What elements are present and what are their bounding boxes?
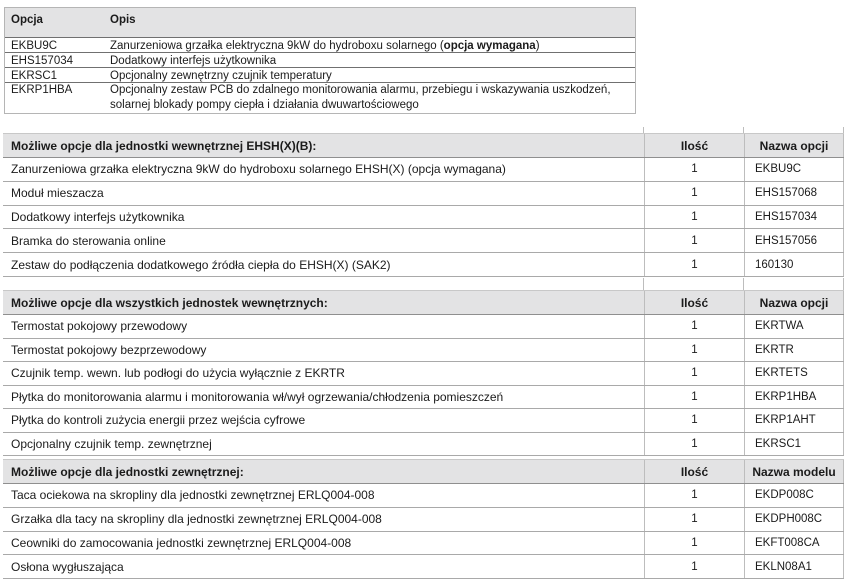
table-header-row: [3, 133, 844, 158]
option-description: Termostat pokojowy bezprzewodowy: [11, 342, 207, 357]
table-row: [3, 409, 844, 433]
option-description: Dodatkowy interfejs użytkownika: [11, 209, 185, 224]
qty-cell: 1: [644, 182, 744, 205]
name-cell: EKDPH008C: [744, 508, 844, 531]
column-divider-stub: [743, 278, 744, 290]
legend-header-opcja: Opcja: [11, 14, 43, 26]
name-cell: EKFT008CA: [744, 532, 844, 555]
name-header: Nazwa opcji: [744, 291, 844, 314]
options-table-indoor-ehsh: [3, 133, 844, 277]
name-cell: EKRP1AHT: [744, 409, 844, 432]
table-row: [3, 339, 844, 363]
qty-header: Ilość: [644, 460, 744, 483]
name-cell: EKRP1HBA: [744, 386, 844, 409]
qty-cell: 1: [644, 339, 744, 362]
qty-cell: 1: [644, 484, 744, 507]
options-table-outdoor: [3, 459, 844, 579]
option-description: Zestaw do podłączenia dodatkowego źródła ciepła do EHSH(X) (SAK2): [11, 257, 391, 272]
legend-table: [4, 7, 636, 114]
qty-cell: 1: [644, 386, 744, 409]
option-description: Osłona wygłuszająca: [11, 559, 124, 574]
desc-text: ): [535, 40, 540, 52]
option-description: Płytka do kontroli zużycia energii przez wejścia cyfrowe: [11, 413, 306, 428]
option-description: Opcjonalny zestaw PCB do zdalnego monitorowania alarmu, przebiegu i wskazywania uszkodzeń, solarnej blokady pompy ciepła i działania dwuwartościowego: [110, 84, 611, 111]
table-row: [3, 532, 844, 556]
option-description: Zanurzeniowa grzałka elektryczna 9kW do hydroboxu solarnego EHSH(X) (opcja wymagana): [11, 162, 506, 177]
table-row: [5, 68, 635, 83]
name-cell: EKBU9C: [744, 158, 844, 181]
name-cell: 160130: [744, 253, 844, 276]
table-row: [3, 253, 844, 277]
legend-header-opis: Opis: [110, 14, 136, 26]
name-cell: EKRTR: [744, 339, 844, 362]
name-cell: EKLN08A1: [744, 555, 844, 578]
option-description: Taca ociekowa na skropliny dla jednostki zewnętrznej ERLQ004-008: [11, 488, 375, 503]
option-description: Bramka do sterowania online: [11, 233, 166, 248]
table-row: [5, 38, 635, 53]
desc-bold-text: opcja wymagana: [443, 40, 536, 52]
qty-cell: 1: [644, 433, 744, 456]
table-row: [5, 53, 635, 68]
column-divider-stub: [843, 278, 844, 290]
name-header: Nazwa modelu: [744, 460, 844, 483]
name-cell: EKDP008C: [744, 484, 844, 507]
option-description: Opcjonalny zewnętrzny czujnik temperatury: [110, 70, 332, 82]
qty-cell: 1: [644, 532, 744, 555]
qty-cell: 1: [644, 206, 744, 229]
qty-header: Ilość: [644, 291, 744, 314]
option-description: Czujnik temp. wewn. lub podłogi do użycia wyłącznie z EKRTR: [11, 366, 345, 381]
option-code: EHS157034: [11, 55, 74, 67]
desc-text: Zanurzeniowa grzałka elektryczna 9kW do hydroboxu solarnego (: [110, 40, 444, 52]
qty-cell: 1: [644, 362, 744, 385]
table-title: Możliwe opcje dla jednostki zewnętrznej:: [11, 464, 244, 479]
option-description: Moduł mieszacza: [11, 186, 104, 201]
qty-header: Ilość: [644, 134, 744, 157]
option-code: EKRSC1: [11, 70, 58, 82]
table-row: [3, 484, 844, 508]
option-description: Termostat pokojowy przewodowy: [11, 319, 188, 334]
table-row: [3, 229, 844, 253]
name-header: Nazwa opcji: [744, 134, 844, 157]
options-table-all-indoor: [3, 290, 844, 456]
table-row: [3, 315, 844, 339]
legend-header-row: [5, 8, 635, 38]
qty-cell: 1: [644, 409, 744, 432]
name-cell: EKRTETS: [744, 362, 844, 385]
table-row: [3, 433, 844, 457]
table-row: [3, 362, 844, 386]
table-row: [3, 508, 844, 532]
table-row: [3, 555, 844, 579]
column-divider-stub: [643, 278, 644, 290]
name-cell: EHS157056: [744, 229, 844, 252]
option-description: Dodatkowy interfejs użytkownika: [110, 55, 277, 67]
name-cell: EKRSC1: [744, 433, 844, 456]
table-header-row: [3, 290, 844, 315]
table-row: [3, 206, 844, 230]
qty-cell: 1: [644, 253, 744, 276]
name-cell: EKRTWA: [744, 315, 844, 338]
table-row: [3, 182, 844, 206]
option-code: EKRP1HBA: [11, 84, 73, 96]
table-title: Możliwe opcje dla wszystkich jednostek wewnętrznych:: [11, 295, 328, 310]
table-row: [3, 386, 844, 410]
table-title: Możliwe opcje dla jednostki wewnętrznej EHSH(X)(B):: [11, 138, 317, 153]
qty-cell: 1: [644, 158, 744, 181]
option-description: Grzałka dla tacy na skropliny dla jednostki zewnętrznej ERLQ004-008: [11, 512, 382, 527]
table-row: [3, 158, 844, 182]
name-cell: EHS157034: [744, 206, 844, 229]
table-header-row: [3, 459, 844, 484]
qty-cell: 1: [644, 555, 744, 578]
option-description: Ceowniki do zamocowania jednostki zewnętrznej ERLQ004-008: [11, 535, 352, 550]
option-description: [110, 38, 635, 53]
option-description: Opcjonalny czujnik temp. zewnętrznej: [11, 436, 212, 451]
table-row: [5, 83, 635, 113]
qty-cell: 1: [644, 508, 744, 531]
option-description: Płytka do monitorowania alarmu i monitorowania wł/wył ogrzewania/chłodzenia pomieszczeń: [11, 389, 504, 404]
qty-cell: 1: [644, 315, 744, 338]
option-code: EKBU9C: [11, 40, 58, 52]
qty-cell: 1: [644, 229, 744, 252]
name-cell: EHS157068: [744, 182, 844, 205]
